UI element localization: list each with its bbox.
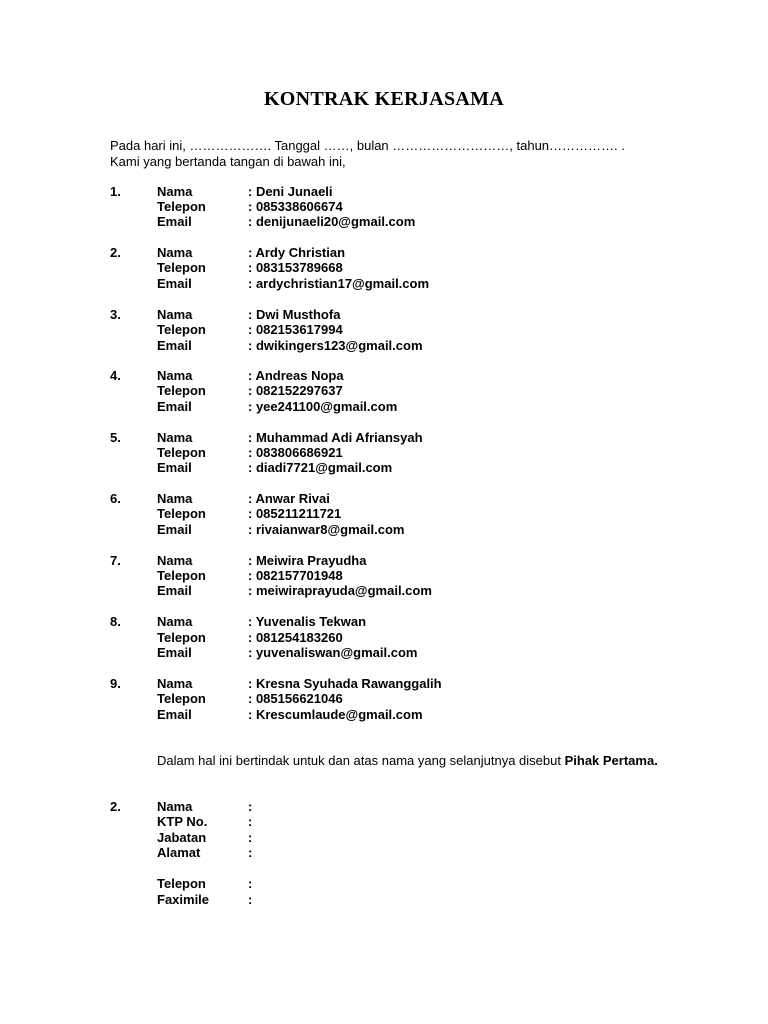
- party-telepon-value: : 082157701948: [248, 568, 343, 583]
- party-nama-label: Nama: [157, 184, 193, 199]
- party-telepon-label: Telepon: [157, 383, 206, 398]
- party-telepon-label: Telepon: [157, 568, 206, 583]
- party-email-label: Email: [157, 583, 192, 598]
- party-nama-value: : Kresna Syuhada Rawanggalih: [248, 676, 442, 691]
- party-telepon-value: : 081254183260: [248, 630, 343, 645]
- intro-signatories-line: Kami yang bertanda tangan di bawah ini,: [110, 154, 346, 169]
- party-nama-value: : Meiwira Prayudha: [248, 553, 367, 568]
- party-email-value: : dwikingers123@gmail.com: [248, 338, 423, 353]
- statement-text: Dalam hal ini bertindak untuk dan atas nama yang selanjutnya disebut: [157, 753, 565, 768]
- party-email-value: : denijunaeli20@gmail.com: [248, 214, 416, 229]
- party-telepon-value: : 083153789668: [248, 260, 343, 275]
- party-email-value: : yee241100@gmail.com: [248, 399, 398, 414]
- party-telepon-value: : 083806686921: [248, 445, 343, 460]
- party-nama-value: : Deni Junaeli: [248, 184, 333, 199]
- second-party-alamat-label: Alamat: [157, 845, 201, 860]
- second-party-faximile-value: :: [248, 892, 253, 907]
- party-telepon-label: Telepon: [157, 630, 206, 645]
- party-nama-label: Nama: [157, 614, 193, 629]
- party-number: 8.: [110, 614, 121, 629]
- party-email-label: Email: [157, 645, 192, 660]
- party-nama-value: : Muhammad Adi Afriansyah: [248, 430, 423, 445]
- party-number: 9.: [110, 676, 121, 691]
- party-telepon-value: : 082152297637: [248, 383, 343, 398]
- second-party-ktp-value: :: [248, 814, 253, 829]
- intro-text: [110, 138, 690, 170]
- party-nama-label: Nama: [157, 491, 193, 506]
- second-party-telepon-value: :: [248, 876, 253, 891]
- party-email-label: Email: [157, 522, 192, 537]
- second-party-jabatan-label: Jabatan: [157, 830, 207, 845]
- party-telepon-label: Telepon: [157, 445, 206, 460]
- party-number: 5.: [110, 430, 121, 445]
- party-email-label: Email: [157, 460, 192, 475]
- party-number: 4.: [110, 368, 121, 383]
- statement-bold-term: Pihak Pertama.: [564, 753, 658, 768]
- party-number: 7.: [110, 553, 121, 568]
- party-telepon-value: : 085156621046: [248, 691, 343, 706]
- second-party-jabatan-value: :: [248, 830, 253, 845]
- party-nama-value: : Ardy Christian: [248, 245, 346, 260]
- party-email-label: Email: [157, 338, 192, 353]
- party-email-label: Email: [157, 707, 192, 722]
- party-number: 2.: [110, 245, 121, 260]
- party-number: 6.: [110, 491, 121, 506]
- second-party-telepon-label: Telepon: [157, 876, 206, 891]
- party-nama-label: Nama: [157, 430, 193, 445]
- party-nama-value: : Dwi Musthofa: [248, 307, 341, 322]
- party-nama-label: Nama: [157, 676, 193, 691]
- second-party-number: 2.: [110, 799, 121, 814]
- party-email-value: : diadi7721@gmail.com: [248, 460, 393, 475]
- party-telepon-label: Telepon: [157, 506, 206, 521]
- party-nama-value: : Andreas Nopa: [248, 368, 344, 383]
- document-title: KONTRAK KERJASAMA: [263, 88, 505, 110]
- party-email-value: : rivaianwar8@gmail.com: [248, 522, 405, 537]
- party-telepon-label: Telepon: [157, 199, 206, 214]
- party-email-label: Email: [157, 276, 192, 291]
- party-number: 3.: [110, 307, 121, 322]
- party-nama-label: Nama: [157, 553, 193, 568]
- second-party-ktp-label: KTP No.: [157, 814, 208, 829]
- party-telepon-value: : 085338606674: [248, 199, 343, 214]
- second-party-nama-value: :: [248, 799, 253, 814]
- second-party-nama-label: Nama: [157, 799, 193, 814]
- first-party-statement: [157, 753, 694, 769]
- party-nama-label: Nama: [157, 307, 193, 322]
- party-email-label: Email: [157, 214, 192, 229]
- party-email-value: : ardychristian17@gmail.com: [248, 276, 430, 291]
- party-telepon-value: : 082153617994: [248, 322, 343, 337]
- party-nama-value: : Yuvenalis Tekwan: [248, 614, 367, 629]
- party-nama-label: Nama: [157, 368, 193, 383]
- party-email-value: : meiwiraprayuda@gmail.com: [248, 583, 432, 598]
- party-number: 1.: [110, 184, 121, 199]
- party-email-value: : Krescumlaude@gmail.com: [248, 707, 423, 722]
- second-party-faximile-label: Faximile: [157, 892, 210, 907]
- party-telepon-value: : 085211211721: [248, 506, 342, 521]
- party-nama-value: : Anwar Rivai: [248, 491, 330, 506]
- party-telepon-label: Telepon: [157, 691, 206, 706]
- party-telepon-label: Telepon: [157, 322, 206, 337]
- second-party-alamat-value: :: [248, 845, 253, 860]
- party-telepon-label: Telepon: [157, 260, 206, 275]
- intro-date-line: Pada hari ini, ………………. Tanggal ……, bulan ………………………, tahun……………. .: [110, 138, 625, 153]
- party-email-value: : yuvenaliswan@gmail.com: [248, 645, 418, 660]
- party-email-label: Email: [157, 399, 192, 414]
- party-nama-label: Nama: [157, 245, 193, 260]
